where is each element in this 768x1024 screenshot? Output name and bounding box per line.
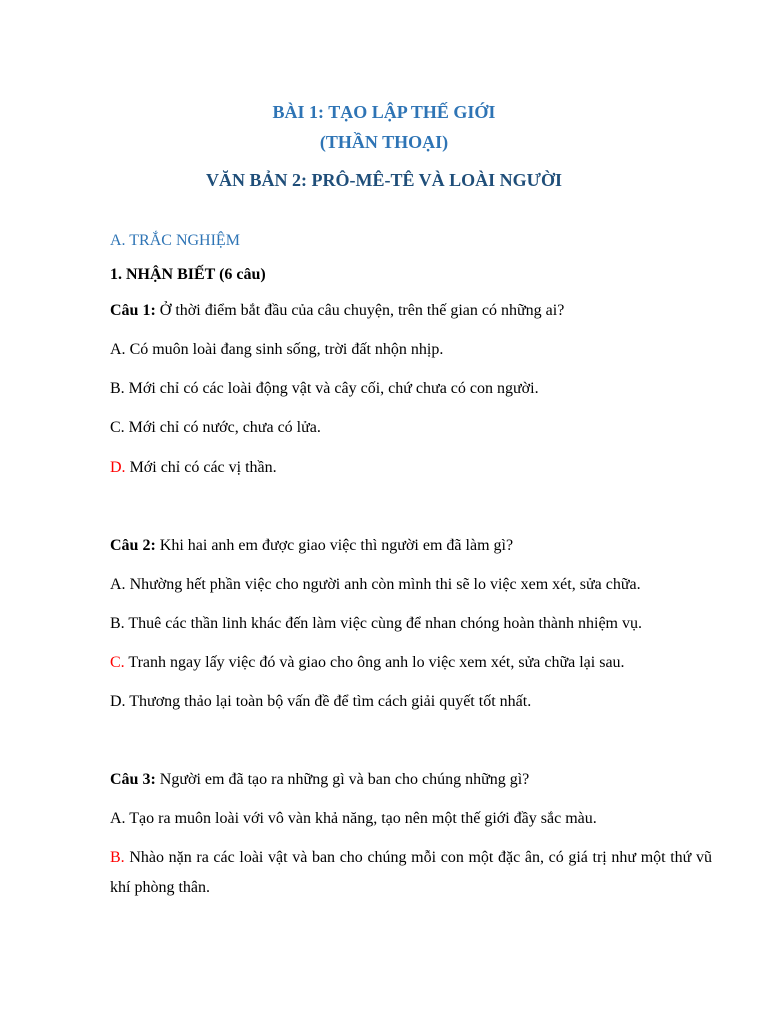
- option-marker-correct: C.: [110, 654, 125, 671]
- option-text: Thuê các thần linh khác đến làm việc cùng để nhan chóng hoàn thành nhiệm vụ.: [124, 615, 642, 632]
- lesson-genre: (THẦN THOẠI): [319, 132, 449, 152]
- question-text: Ở thời điểm bắt đầu của câu chuyện, trên thế gian có những ai?: [155, 302, 565, 319]
- q2-option-b: [110, 614, 712, 634]
- q1-option-d: [110, 458, 712, 478]
- option-marker: A.: [110, 576, 126, 593]
- q3-option-a: [110, 809, 712, 829]
- question-text: Người em đã tạo ra những gì và ban cho chúng những gì?: [155, 771, 530, 788]
- option-text: Tạo ra muôn loài với vô vàn khả năng, tạo nên một thế giới đầy sắc màu.: [125, 810, 597, 827]
- option-marker: B.: [110, 615, 125, 632]
- text-title: VĂN BẢN 2: PRÔ-MÊ-TÊ VÀ LOÀI NGƯỜI: [205, 170, 562, 190]
- question-2: [110, 536, 712, 556]
- question-label: Câu 2:: [110, 537, 156, 554]
- lesson-title: BÀI 1: TẠO LẬP THẾ GIỚI: [272, 102, 496, 122]
- option-text: Tranh ngay lấy việc đó và giao cho ông anh lo việc xem xét, sửa chữa lại sau.: [124, 654, 625, 671]
- section-heading: A. TRẮC NGHIỆM: [110, 232, 240, 249]
- q1-option-a: [110, 340, 712, 360]
- option-text: Mới chỉ có các vị thần.: [125, 459, 277, 476]
- q2-option-a: [110, 575, 712, 595]
- question-label: Câu 3:: [110, 771, 156, 788]
- question-label: Câu 1:: [110, 302, 156, 319]
- option-marker: A.: [110, 341, 126, 358]
- question-text: Khi hai anh em được giao việc thì người em đã làm gì?: [155, 537, 514, 554]
- option-marker-correct: D.: [110, 459, 126, 476]
- option-marker-correct: B.: [110, 849, 125, 866]
- subsection-heading: 1. NHẬN BIẾT (6 câu): [110, 266, 266, 283]
- q2-option-d: [110, 692, 712, 712]
- q1-option-b: [110, 379, 712, 399]
- option-marker: B.: [110, 380, 125, 397]
- q3-option-b: [110, 843, 712, 903]
- question-3: [110, 770, 712, 790]
- option-text: Mới chỉ có nước, chưa có lửa.: [124, 419, 321, 436]
- option-text: Nhường hết phần việc cho người anh còn mình thi sẽ lo việc xem xét, sửa chữa.: [125, 576, 641, 593]
- q1-option-c: [110, 418, 712, 438]
- option-marker: D.: [110, 693, 126, 710]
- option-text: Mới chỉ có các loài động vật và cây cối, chứ chưa có con người.: [124, 380, 539, 397]
- option-text: Thương thảo lại toàn bộ vấn đề để tìm cách giải quyết tốt nhất.: [125, 693, 532, 710]
- option-text: Nhào nặn ra các loài vật và ban cho chúng mỗi con một đặc ân, có giá trị như một thứ vũ khí phòng thân.: [110, 849, 712, 896]
- option-marker: A.: [110, 810, 126, 827]
- option-marker: C.: [110, 419, 125, 436]
- question-1: [110, 301, 712, 321]
- q2-option-c: [110, 653, 712, 673]
- option-text: Có muôn loài đang sinh sống, trời đất nhộn nhịp.: [125, 341, 444, 358]
